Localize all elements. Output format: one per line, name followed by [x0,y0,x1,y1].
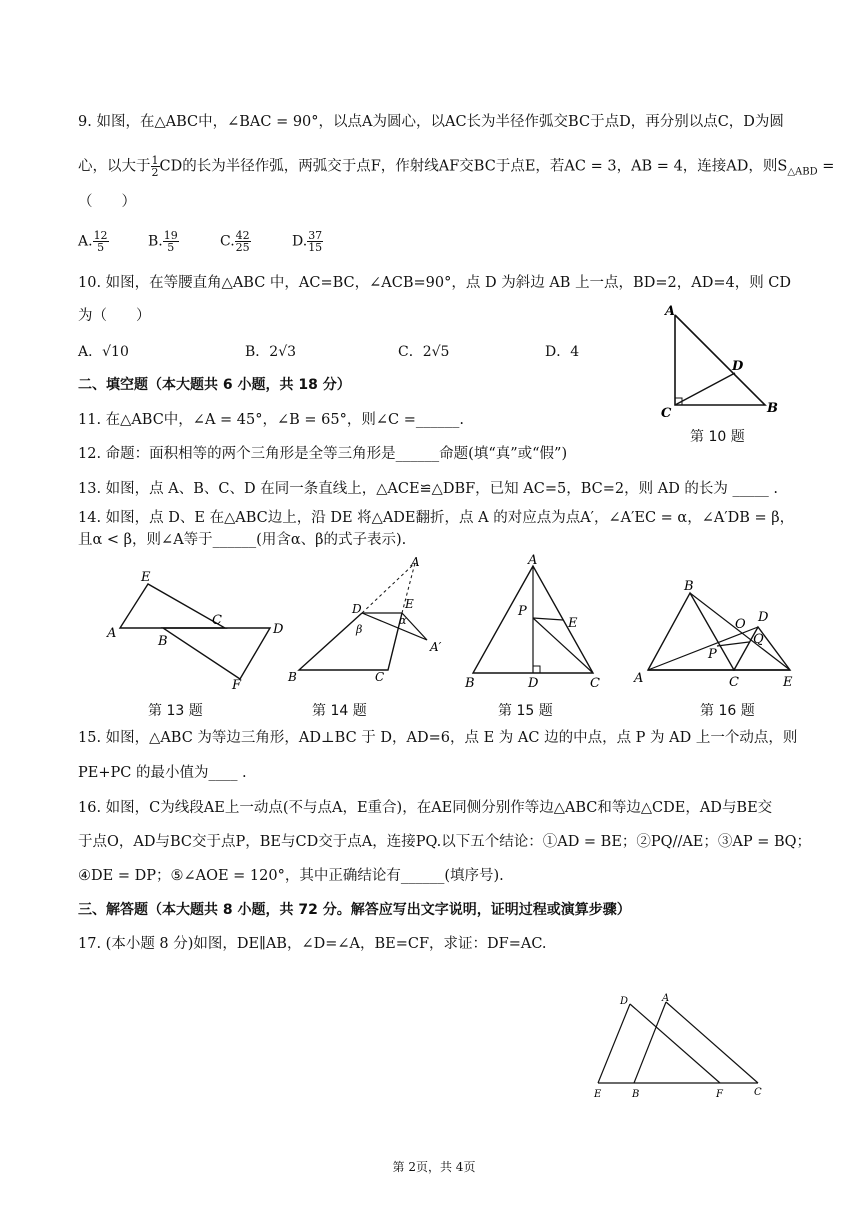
figure-13 [100,565,300,695]
f15-label-d: D [528,676,539,691]
f13-label-f: F [232,678,242,693]
q9-paren: （ ） [78,194,136,210]
f17-label-e: E [594,1089,602,1100]
f13-label-b: B [158,634,168,649]
q9-line2-a: 心，以大于 [78,158,151,175]
q9-line1: 9. 如图，在△ABC中，∠BAC = 90°，以点A为圆心，以AC长为半径作弧交BC于点D，再分别以点C，D为圆 [78,114,784,130]
f14-folded [362,613,427,640]
f16-label-a: A [634,671,644,686]
f14-label-beta: β [356,623,363,636]
q9-option-c: C. $\frac{42}{25}$ [220,229,250,254]
q9-line2 [78,155,834,182]
f14-label-b: B [288,670,297,684]
q9-half-fraction: $\frac{1}{2}$ [151,154,159,179]
f14-label-d: D [352,602,362,616]
f17-line-ed [598,1004,630,1083]
q10-segment-cd [675,373,735,405]
f17-label-b: B [632,1089,640,1100]
q11-text: 11. 在△ABC中，∠A = 45°，∠B = 65°，则∠C =______. [78,412,464,428]
q14-line2: 且α < β，则∠A等于______(用含α、β的式子表示). [78,532,407,548]
q16-line2: 于点O，AD与BC交于点P，BE与CD交于点A，连接PQ.以下五个结论：①AD = BE；②PQ//AE；③AP = BQ； [78,834,812,850]
f14-quad [299,613,402,670]
q10-option-c: C．2√5 [398,344,450,360]
q9-option-b: B. $\frac{19}{5}$ [148,229,178,254]
q10-figure [650,300,790,425]
f14-label-e: E [405,597,414,611]
figure-14 [285,553,455,693]
f15-label-c: C [590,676,600,691]
f16-label-c: C [729,675,739,690]
f13-label-d: D [273,622,284,637]
f14-caption: 第 14 题 [312,703,367,719]
f17-line-df [630,1004,720,1083]
f17-line-ac [666,1002,758,1083]
f15-label-p: P [518,604,527,619]
figure-16 [628,570,806,695]
q9-sub: △ABD [787,166,818,178]
f16-triangle-abc [648,593,734,670]
page-footer: 第 2页，共 4页 [392,1160,476,1174]
f14-label-alpha: α [399,614,407,627]
f14-label-a: A [411,555,420,569]
f16-label-p: P [708,647,717,662]
f14-label-c: C [375,670,385,684]
f15-segment-pe [533,618,563,620]
q13-text: 13. 如图，点 A、B、C、D 在同一条直线上，△ACE≌△DBF，已知 AC=5，BC=2，则 AD 的长为 _____ . [78,481,779,497]
f15-segment-pc [533,618,593,673]
q10-option-a: A．√10 [78,344,129,360]
section-2-heading: 二、填空题（本大题共 6 小题，共 18 分） [78,377,351,393]
f16-label-o: O [735,617,746,632]
f13-triangle-ace [120,584,225,628]
q16-line1: 16. 如图，C为线段AE上一动点(不与点A，E重合)，在AE同侧分别作等边△ABC和等边△CDE，AD与BE交 [78,800,773,816]
f15-caption: 第 15 题 [498,703,553,719]
f13-label-a: A [107,626,117,641]
q10-caption: 第 10 题 [690,429,745,445]
q10-option-b: B．2√3 [245,344,297,360]
f17-label-c: C [754,1087,762,1098]
q9-option-a: A. $\frac{12}{5}$ [78,229,108,254]
q9-line2-c: = [817,158,835,175]
f16-label-b: B [684,579,694,594]
q10-label-d: D [732,359,744,374]
f17-line-ba [634,1002,666,1083]
q10-line1: 10. 如图，在等腰直角△ABC 中，AC=BC，∠ACB=90°，点 D 为斜边 AB 上一点，BD=2，AD=4，则 CD [78,275,792,291]
f15-right-angle [533,666,540,673]
q9-option-d: D. $\frac{37}{15}$ [292,229,323,254]
f13-label-e: E [141,570,151,585]
figure-15 [458,553,608,693]
q12-text: 12. 命题：面积相等的两个三角形是全等三角形是______命题(填“真”或“假”) [78,446,568,462]
figure-17 [588,990,773,1105]
f17-label-a: A [662,993,670,1004]
f17-label-d: D [620,996,629,1007]
q10-triangle [675,315,765,405]
q10-label-c: C [661,406,672,421]
q10-label-b: B [767,401,778,416]
f16-label-q: Q [753,632,764,647]
q14-line1: 14. 如图，点 D、E 在△ABC边上，沿 DE 将△ADE翻折，点 A 的对应点为点A′，∠A′EC = α，∠A′DB = β， [78,510,795,526]
f16-caption: 第 16 题 [700,703,755,719]
section-3-heading: 三、解答题（本大题共 8 小题，共 72 分。解答应写出文字说明，证明过程或演算步骤） [78,902,631,918]
f15-label-b: B [465,676,475,691]
q15-line1: 15. 如图，△ABC 为等边三角形，AD⊥BC 于 D，AD=6，点 E 为 AC 边的中点，点 P 为 AD 上一个动点，则 [78,730,798,746]
q9-line2-b: CD的长为半径作弧，两弧交于点F，作射线AF交BC于点E，若AC = 3，AB = 4，连接AD，则S [159,158,788,175]
f13-label-c: C [212,613,222,628]
f17-label-f: F [716,1089,723,1100]
f14-label-a-prime: A′ [430,640,442,654]
f15-label-a: A [528,553,538,568]
f15-label-e: E [568,616,578,631]
q17-text: 17. (本小题 8 分)如图，DE∥AB，∠D=∠A，BE=CF，求证：DF=AC. [78,936,547,952]
q10-line2: 为（ ） [78,308,151,324]
f13-caption: 第 13 题 [148,703,203,719]
q16-line3: ④DE = DP；⑤∠AOE = 120°，其中正确结论有______(填序号). [78,868,504,884]
f16-segment-pq [717,642,749,646]
f13-triangle-bdf [163,628,270,679]
f16-label-e: E [783,675,793,690]
q10-option-d: D．4 [545,344,580,360]
q15-line2: PE+PC 的最小值为____ . [78,765,247,781]
q10-label-a: A [665,304,676,319]
f16-line-ad [648,627,758,670]
f16-label-d: D [758,610,769,625]
